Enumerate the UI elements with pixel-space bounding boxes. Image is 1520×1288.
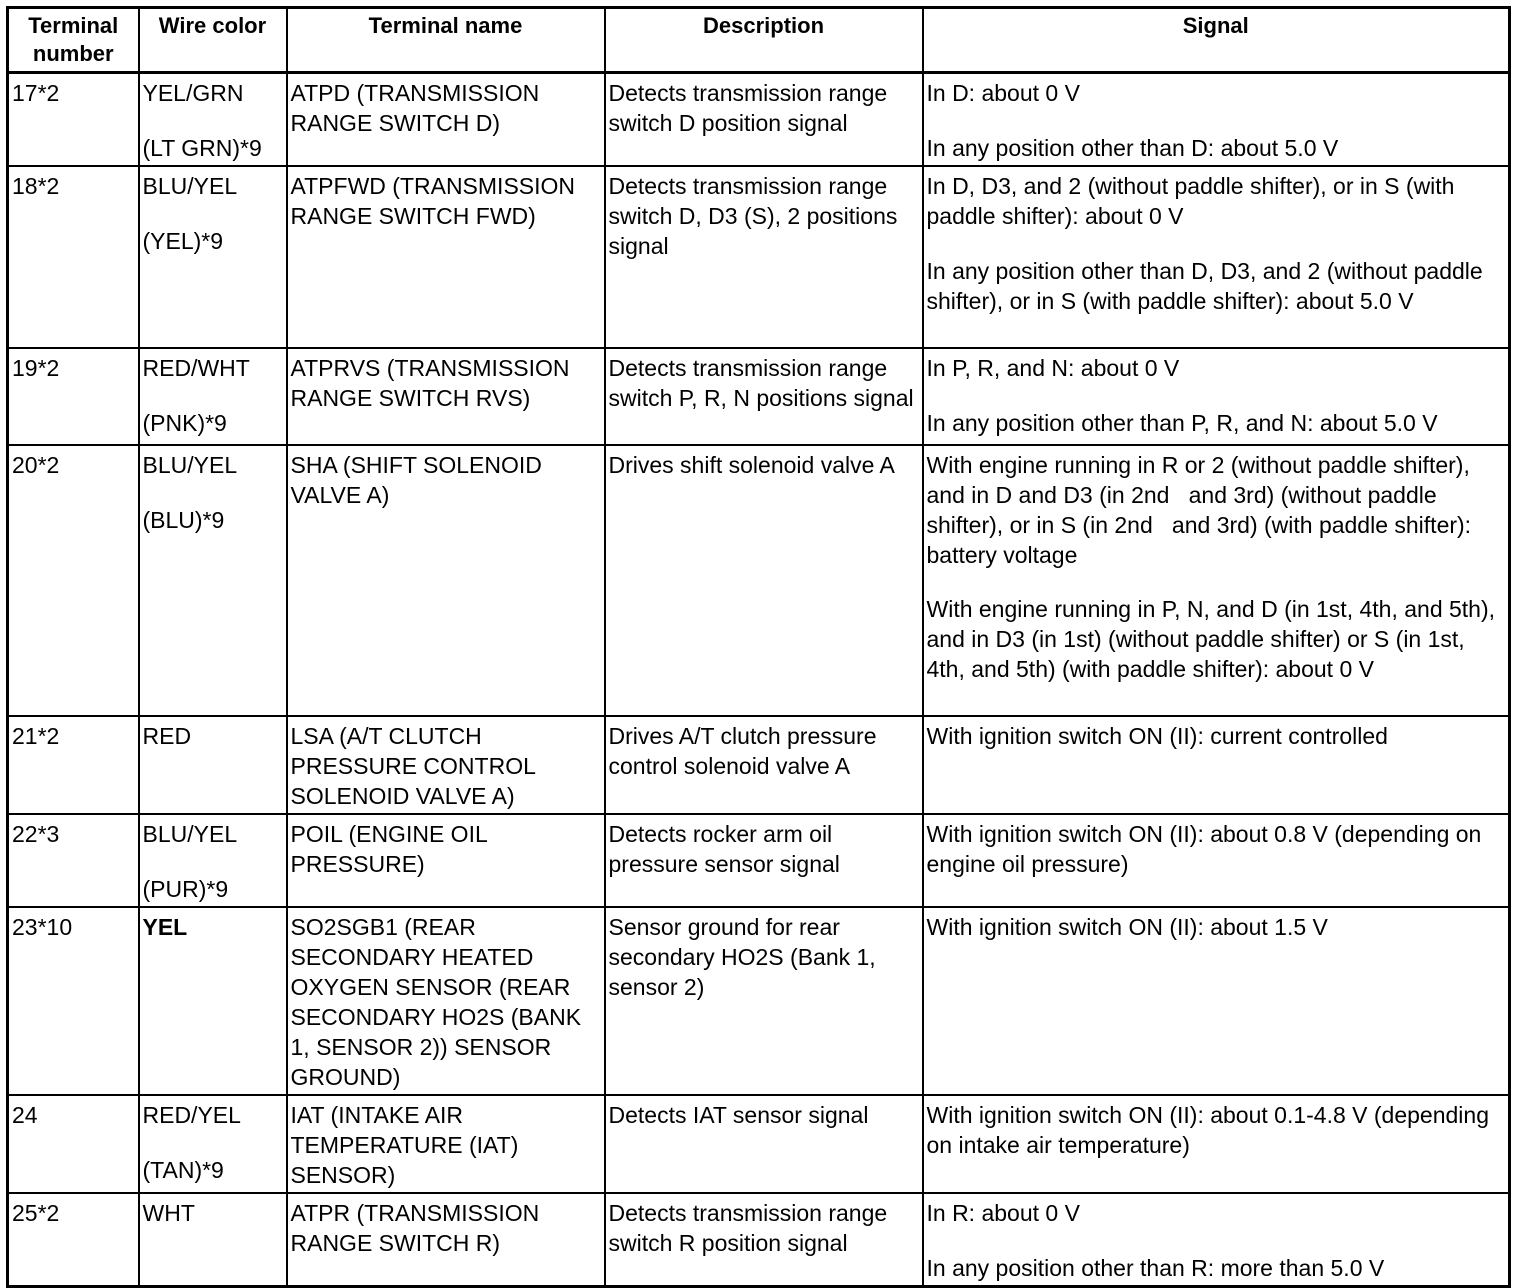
terminal-name: ATPRVS (TRANSMISSION RANGE SWITCH RVS) xyxy=(287,348,605,445)
signal-line: In P, R, and N: about 0 V xyxy=(926,355,1180,381)
wire-color-primary: RED/WHT xyxy=(142,355,250,381)
terminal-name: ATPR (TRANSMISSION RANGE SWITCH R) xyxy=(287,1193,605,1287)
terminal-name: SO2SGB1 (REAR SECONDARY HEATED OXYGEN SENSOR (REAR SECONDARY HO2S (BANK 1, SENSOR 2)) SENSOR GROUND) xyxy=(287,907,605,1095)
signal-line: With ignition switch ON (II): about 0.1-4.8 V (depending on intake air temperature) xyxy=(926,1102,1496,1158)
wire-color xyxy=(139,348,287,445)
header-terminal-number: Terminal number xyxy=(8,8,139,73)
header-terminal-name: Terminal name xyxy=(287,8,605,73)
header-wire-color: Wire color xyxy=(139,8,287,73)
signal xyxy=(923,166,1510,348)
wire-color-alt: (BLU)*9 xyxy=(142,507,225,533)
wire-color xyxy=(139,716,287,814)
terminal-number: 19*2 xyxy=(8,348,139,445)
wire-color-primary: RED xyxy=(142,723,192,749)
table-row xyxy=(8,1095,1510,1193)
terminal-number: 17*2 xyxy=(8,73,139,167)
wire-color-primary: YEL xyxy=(142,914,188,940)
wire-color xyxy=(139,445,287,716)
signal-line: In R: about 0 V xyxy=(926,1200,1080,1226)
terminal-number: 25*2 xyxy=(8,1193,139,1287)
signal xyxy=(923,445,1510,716)
wire-color xyxy=(139,814,287,907)
terminal-name: SHA (SHIFT SOLENOID VALVE A) xyxy=(287,445,605,716)
signal xyxy=(923,73,1510,167)
description: Detects rocker arm oil pressure sensor signal xyxy=(605,814,923,907)
signal xyxy=(923,907,1510,1095)
signal-line: With ignition switch ON (II): about 0.8 V (depending on engine oil pressure) xyxy=(926,821,1488,877)
wire-color xyxy=(139,73,287,167)
terminal-number: 18*2 xyxy=(8,166,139,348)
terminal-name: POIL (ENGINE OIL PRESSURE) xyxy=(287,814,605,907)
terminal-name: IAT (INTAKE AIR TEMPERATURE (IAT) SENSOR) xyxy=(287,1095,605,1193)
terminal-name: LSA (A/T CLUTCH PRESSURE CONTROL SOLENOID VALVE A) xyxy=(287,716,605,814)
wire-color-alt: (LT GRN)*9 xyxy=(142,135,262,161)
terminal-name: ATPFWD (TRANSMISSION RANGE SWITCH FWD) xyxy=(287,166,605,348)
terminal-number: 22*3 xyxy=(8,814,139,907)
description: Detects transmission range switch D, D3 (S), 2 positions signal xyxy=(605,166,923,348)
wire-color-alt: (YEL)*9 xyxy=(142,228,224,254)
wire-color-alt: (PNK)*9 xyxy=(142,410,227,436)
wire-color-primary: YEL/GRN xyxy=(142,80,244,106)
wire-color-primary: BLU/YEL xyxy=(142,452,238,478)
terminal-name: ATPD (TRANSMISSION RANGE SWITCH D) xyxy=(287,73,605,167)
signal-line: In any position other than P, R, and N: about 5.0 V xyxy=(926,410,1438,436)
description: Detects IAT sensor signal xyxy=(605,1095,923,1193)
signal xyxy=(923,814,1510,907)
description: Sensor ground for rear secondary HO2S (Bank 1, sensor 2) xyxy=(605,907,923,1095)
table-row xyxy=(8,348,1510,445)
signal xyxy=(923,1193,1510,1287)
header-description: Description xyxy=(605,8,923,73)
wire-color-primary: BLU/YEL xyxy=(142,821,238,847)
signal-line: With engine running in P, N, and D (in 1st, 4th, and 5th), and in D3 (in 1st) (without paddle shifter) or S (in 1st, 4th, and 5th) (with paddle shifter): about 0 V xyxy=(926,596,1502,682)
description: Detects transmission range switch P, R, N positions signal xyxy=(605,348,923,445)
terminal-number: 23*10 xyxy=(8,907,139,1095)
signal-line: In any position other than D, D3, and 2 (without paddle shifter), or in S (with paddle shifter): about 5.0 V xyxy=(926,258,1490,314)
table-row xyxy=(8,907,1510,1095)
wire-color-alt: (TAN)*9 xyxy=(142,1157,224,1183)
table-row xyxy=(8,716,1510,814)
signal-line: With ignition switch ON (II): current controlled xyxy=(926,723,1388,749)
terminal-number: 20*2 xyxy=(8,445,139,716)
signal-line: With engine running in R or 2 (without paddle shifter), and in D and D3 (in 2nd and 3rd) (without paddle shifter), or in S (in 2nd and 3rd) (with paddle shifter): battery voltage xyxy=(926,452,1478,568)
terminal-table xyxy=(6,6,1511,1288)
table-row xyxy=(8,73,1510,167)
terminal-number: 21*2 xyxy=(8,716,139,814)
terminal-number: 24 xyxy=(8,1095,139,1193)
wire-color-primary: BLU/YEL xyxy=(142,173,238,199)
table-row xyxy=(8,814,1510,907)
description: Drives A/T clutch pressure control solenoid valve A xyxy=(605,716,923,814)
signal-line: In any position other than D: about 5.0 V xyxy=(926,135,1339,161)
signal-line: In D: about 0 V xyxy=(926,80,1080,106)
signal-line: In D, D3, and 2 (without paddle shifter), or in S (with paddle shifter): about 0 V xyxy=(926,173,1461,229)
signal xyxy=(923,1095,1510,1193)
table-row xyxy=(8,445,1510,716)
description: Detects transmission range switch D position signal xyxy=(605,73,923,167)
wire-color-primary: WHT xyxy=(142,1200,195,1226)
wire-color xyxy=(139,907,287,1095)
header-signal: Signal xyxy=(923,8,1510,73)
signal xyxy=(923,348,1510,445)
wire-color xyxy=(139,1095,287,1193)
table-row xyxy=(8,1193,1510,1287)
wire-color xyxy=(139,166,287,348)
header-row xyxy=(8,8,1510,73)
signal xyxy=(923,716,1510,814)
wire-color-alt: (PUR)*9 xyxy=(142,876,229,902)
wire-color-primary: RED/YEL xyxy=(142,1102,241,1128)
signal-line: In any position other than R: more than 5.0 V xyxy=(926,1255,1385,1281)
wire-color xyxy=(139,1193,287,1287)
signal-line: With ignition switch ON (II): about 1.5 V xyxy=(926,914,1328,940)
description: Drives shift solenoid valve A xyxy=(605,445,923,716)
description: Detects transmission range switch R position signal xyxy=(605,1193,923,1287)
table-row xyxy=(8,166,1510,348)
